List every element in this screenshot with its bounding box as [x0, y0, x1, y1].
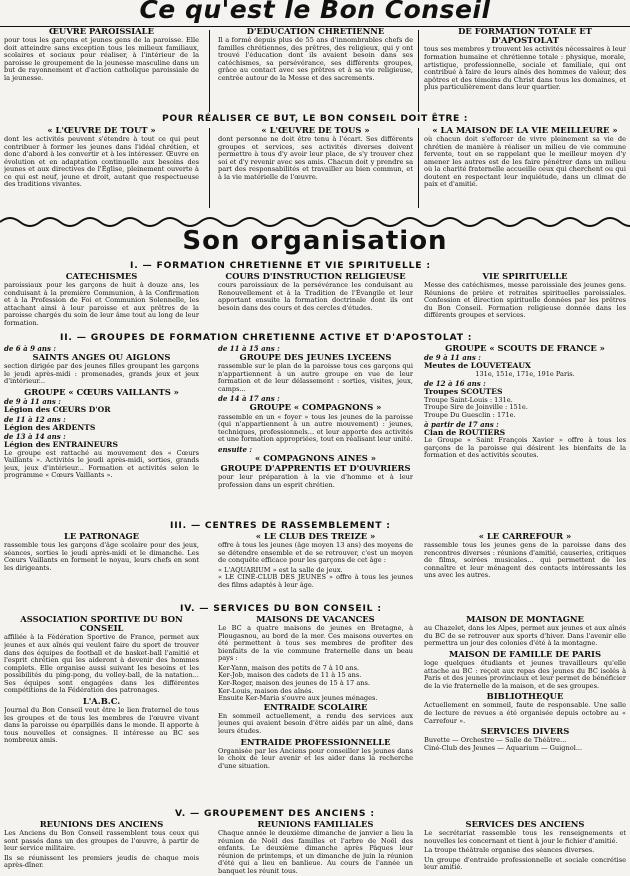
- oeuvre-paroissiale: [4, 27, 199, 113]
- column-divider: [209, 30, 210, 112]
- clan-routiers: Clan de ROUTIERS: [424, 427, 506, 437]
- patronage: [4, 532, 199, 604]
- column-divider: [418, 30, 419, 112]
- compagnons-aines-heading: « COMPAGNONS AINES »: [255, 452, 376, 463]
- catechismes-heading: CATECHISMES: [65, 272, 138, 281]
- services-divers-line: Ciné-Club des Jeunes — Aquarium — Guignol...: [424, 743, 583, 752]
- maison-famille-heading: MAISON DE FAMILLE DE PARIS: [448, 648, 602, 659]
- catechismes-text: paroissiaux pour les garçons de huit à douze ans, les conduisant à la première Communion, à la Confirmation et à la Profession de Foi et Communion Solennelle, les attachant ainsi à leur paroisse et aux prêtres de la paroisse chargés du soin de leur âme tout au long de leur formation.: [4, 281, 199, 327]
- carrefour-text: rassemble tous les jeunes gens de la paroisse dans des rencontres diverses : réunions d'amitié, causeries, critiques de films, soirées musicales... qui permettent de les connaître et leur ménagent des contacts intéressants les uns avec les autres.: [424, 541, 626, 580]
- section-2-label: II. — GROUPES DE FORMATION CHRETIENNE ACTIVE ET D'APOSTOLAT :: [60, 332, 473, 343]
- vie-spirituelle-text: Messe des catéchismes, messe paroissiale des jeunes gens. Réunions de prière et retraites spirituelles paroissiales. Confession et direction spirituelle données par les prêtres du Bon Conseil. Formation religieuse donnée dans les différents groupes et services.: [424, 281, 626, 320]
- bibliotheque-heading: BIBLIOTHEQUE: [486, 691, 564, 702]
- scouts-heading: GROUPE « SCOUTS DE FRANCE »: [445, 344, 605, 353]
- age-label: de 6 à 9 ans :: [4, 344, 56, 353]
- oeuvre-de-tous-heading: « L'ŒUVRE DE TOUS »: [261, 126, 370, 135]
- oeuvre-de-tout-heading: « L'ŒUVRE DE TOUT »: [47, 126, 156, 135]
- oeuvre-de-tout-text: dont les activités peuvent s'étendre à tout ce qui peut contribuer à former les jeunes dans l'idéal chrétien, et donc d'abord à les convertir et à les intéresser. Œuvre en évolution et en adaptation continuelle aux besoins des jeunes et aux directives de l'Église, pleinement ouverte à ce qui est neuf, jeune et droit, autant que respectueuse des traditions vivantes.: [4, 135, 199, 189]
- reunions-familiales-text: Chaque année le deuxième dimanche de janvier a lieu la réunion de Noël des familles et l'arbre de Noël des enfants. Le deuxième dimanche après Pâques leur réunion de printemps, et un dimanche de juin la réunion d'été qui a lieu en banlieue. Au cours de l'année un banquet les réunit tous.: [218, 829, 413, 875]
- maison-item: Ker-Yann, maison des petits de 7 à 10 ans.: [218, 663, 360, 672]
- reunions-anciens-heading: REUNIONS DES ANCIENS: [39, 820, 164, 829]
- reunions-familiales: [218, 820, 413, 876]
- bibliotheque-text: Actuellement en sommeil, faute de responsable. Une salle de lecture de revues a été organisée depuis octobre au « Carrefour ».: [424, 701, 626, 725]
- formation-totale: [424, 27, 626, 113]
- age-label: de 12 à 16 ans :: [424, 379, 486, 389]
- formation-totale-text: tous ses membres y trouvent les activités nécessaires à leur formation humaine et chrétienne totale : physique, morale, artistique, professionnelle, sociale et familiale, qui ont contribué à faire de leurs aînés des hommes de valeur, des apôtres et des témoins du Christ dans tous les domaines, et plus particulièrement dans leur quartier.: [424, 45, 626, 92]
- troupe-item: Troupe Saint-Louis : 131e.: [424, 395, 513, 404]
- services-anciens-text-3: Un groupe d'entraide professionnelle et sociale concrétise leur amitié.: [424, 855, 626, 872]
- banner-but: POUR RÉALISER CE BUT, LE BON CONSEIL DOIT ÊTRE :: [161, 113, 469, 124]
- organisation-title: Son organisation: [182, 226, 448, 256]
- legion-entraineurs: Légion des ENTRAINEURS: [4, 440, 118, 450]
- age-label: de 9 à 11 ans :: [4, 397, 61, 407]
- club-des-treize: [218, 532, 413, 604]
- maisons-vacances-heading: MAISONS DE VACANCES: [256, 615, 375, 624]
- reunions-anciens-text: Les Anciens du Bon Conseil rassemblent tous ceux qui sont passés dans un des groupes de l'œuvre, à partir de leur service militaire.: [4, 829, 199, 853]
- maison-montagne-heading: MAISON DE MONTAGNE: [466, 615, 584, 624]
- age-label: de 14 à 17 ans :: [218, 394, 280, 404]
- education-chretienne: [218, 27, 413, 113]
- entraide-pro-text: Organisée par les Anciens pour conseiller les jeunes dans le choix de leur avenir et les aider dans la recherche d'une situation.: [218, 746, 413, 770]
- age-label: ensuite :: [218, 444, 252, 454]
- cine-club-line: « LE CINÉ-CLUB DES JEUNES » offre à tous les jeunes des films adaptés à leur âge.: [218, 573, 413, 589]
- jeunes-lyceens-text: rassemble sur le plan de la paroisse tous ces garçons qui n'appartiennent à un autre groupe en vue de leur formation et de leur délassement : sorties, visites, jeux, camps...: [218, 362, 413, 393]
- association-sportive: [4, 615, 199, 807]
- maison-item: Ker-Job, maison des cadets de 11 à 15 ans.: [218, 671, 362, 680]
- maison-vie-meilleure-text: où chacun doit s'efforcer de vivre pleinement sa vie de chrétien de manière à réaliser un milieu de vie commune fervente, tout en se rappelant que le meilleur moyen d'y amener les autres est de les faire pénétrer dans un milieu où la charité fraternelle accueille ceux qui cherchent ou qui doutent en respectant leur inquiétude, dans un climat de paix et d'amitié.: [424, 135, 626, 189]
- cours-instruction-heading: COURS D'INSTRUCTION RELIGIEUSE: [225, 272, 406, 281]
- section-3-label: III. — CENTRES DE RASSEMBLEMENT :: [170, 520, 391, 531]
- reunions-anciens-text-2: Ils se réunissent les premiers jeudis de chaque mois après-dîner.: [4, 853, 199, 870]
- club-des-treize-heading: « LE CLUB DES TREIZE »: [255, 532, 376, 541]
- services-anciens-text-2: La troupe théâtrale organise des séances diverses.: [424, 846, 595, 855]
- troupe-item: Troupe Sire de Joinville : 151e.: [424, 403, 528, 412]
- age-label: de 9 à 11 ans :: [424, 353, 481, 363]
- entraide-scolaire-heading: ENTRAIDE SCOLAIRE: [263, 701, 368, 712]
- reunions-anciens: [4, 820, 199, 876]
- cours-instruction-text: cours paroissiaux de la persévérance les conduisant au Renouvellement et à la Tradition de l'Évangile et leur apportant ensuite la formation doctrinale dont ils ont besoin dans des cours et des cercles d'études.: [218, 281, 413, 312]
- maison-item: Ensuite Ker-Maria s'ouvre aux jeunes ménages.: [218, 694, 378, 703]
- services-divers-line: Buvette — Orchestre — Salle de Théâtre...: [424, 736, 567, 745]
- maison-montagne: [424, 615, 626, 807]
- abc-heading: L'A.B.C.: [82, 695, 121, 706]
- groupes-jeunes: [4, 344, 199, 524]
- reunions-familiales-heading: REUNIONS FAMILIALES: [257, 820, 374, 829]
- club-des-treize-text: offre à tous les jeunes (âge moyen 13 ans) des moyens de se détendre ensemble et de se retrouver, c'est un moyen de conquête efficace pour les garçons de cet âge :: [218, 541, 413, 565]
- maison-item: Ker-Louis, maison des aînés.: [218, 686, 314, 695]
- saints-anges-heading: SAINTS ANGES OU AIGLONS: [32, 352, 171, 362]
- vie-spirituelle-heading: VIE SPIRITUELLE: [482, 272, 568, 281]
- patronage-text: rassemble tous les garçons d'âge scolaire pour des jeux, séances, sorties le jeudi après-midi et le dimanche. Les Cœurs Vaillants en forment le noyau, leurs chefs en sont les dirigeants.: [4, 541, 199, 572]
- legion-ardents: Légion des ARDENTS: [4, 422, 96, 432]
- age-label: de 11 à 12 ans :: [4, 414, 66, 424]
- section-4-label: IV. — SERVICES DU BON CONSEIL :: [180, 603, 382, 614]
- entraide-pro-heading: ENTRAIDE PROFESSIONNELLE: [240, 736, 391, 747]
- catechismes: [4, 272, 199, 330]
- compagnons-text: rassemble en un « foyer » tous les jeunes de la paroisse (qui n'appartiennent à un autre mouvement) : jeunes, techniques, professionnels... et leur apporte des activités et une formation appropriées, tout en réalisant leur unité.: [218, 412, 413, 444]
- education-chretienne-text: Il a formé depuis plus de 55 ans d'innombrables chefs de familles chrétiennes, des prêtres, des religieux, qui y ont trouvé l'éducation dont ils avaient besoin dans ses catéchismes, sa persévérance, ses différents groupes, grâce au contact avec ses prêtres et à sa vie religieuse, centrée autour de la Messe et des sacrements.: [218, 36, 413, 82]
- apprentis-heading: GROUPE D'APPRENTIS ET D'OUVRIERS: [220, 462, 411, 473]
- education-chretienne-heading: D'EDUCATION CHRETIENNE: [246, 27, 385, 36]
- services-anciens-heading: SERVICES DES ANCIENS: [465, 820, 585, 829]
- louveteaux-units: 131e, 151e, 171e, 191e Paris.: [475, 369, 575, 378]
- troupe-item: Troupe Du Guesclin : 171e.: [424, 411, 516, 420]
- coeurs-vaillants-heading: GROUPE « CŒURS VAILLANTS »: [24, 386, 179, 397]
- oeuvre-de-tous-text: dont personne ne doit être tenu à l'écart. Ses différents groupes et services, ses activités diverses doivent permettre à tous d'y avoir leur place, de s'y trouver chez soi et d'y revenir avec ses amis. Chacun doit y prendre sa part des responsabilités et travailler au bien commun, et à la vie matérielle de l'œuvre.: [218, 135, 413, 181]
- compagnons-heading: GROUPE « COMPAGNONS »: [249, 402, 382, 413]
- scouts-text: Le Groupe « Saint François Xavier » offre à tous les garçons de la paroisse qui désirent les bienfaits de la formation et des activités scoutes.: [424, 436, 626, 460]
- maisons-vacances-text: Le BC a quatre maisons de jeunes en Bretagne, à Plougasnou, au bord de la mer. Ces maisons ouvertes en été permettent à tous ses membres de profiter des bienfaits de la vie commune fraternelle dans un beau pays :: [218, 624, 413, 663]
- section-1-label: I. — FORMATION CHRETIENNE ET VIE SPIRITUELLE :: [130, 260, 431, 271]
- oeuvre-de-tout: [4, 126, 199, 210]
- groupes-lyceens: [218, 344, 413, 524]
- maisons-vacances: [218, 615, 413, 807]
- jeunes-lyceens-heading: GROUPE DES JEUNES LYCEENS: [239, 352, 392, 362]
- saints-anges-text: section dirigée par des jeunes filles groupant les garçons le jeudi après-midi : promenades, grands jeux et jeux d'intérieur...: [4, 362, 199, 386]
- troupes-scoutes: Troupes SCOUTES: [424, 387, 503, 397]
- patronage-heading: LE PATRONAGE: [63, 532, 140, 541]
- maison-famille-text: loge quelques étudiants et jeunes travailleurs qu'elle attache au BC : reçoit aux repas des jeunes du BC isolés à Paris et des jeunes provinciaux et leur permet de bénéficier de la vie fraternelle de la maison, et de ses groupes.: [424, 659, 626, 690]
- maison-vie-meilleure: [424, 126, 626, 210]
- services-anciens: [424, 820, 626, 876]
- carrefour: [424, 532, 626, 604]
- page-title: Ce qu'est le Bon Conseil: [139, 0, 491, 24]
- formation-totale-heading: DE FORMATION TOTALE ET D'APOSTOLAT: [458, 27, 592, 46]
- vie-spirituelle: [424, 272, 626, 330]
- services-anciens-text: Le secrétariat rassemble tous les renseignements et nouvelles les concernant et tient à jour le fichier d'amitié.: [424, 829, 626, 845]
- coeurs-vaillants-text: Le groupe est rattaché au mouvement des « Cœurs Vaillants ». Activités le jeudi après-midi, sorties, grands jeux, jeux d'intérieur... Formation et activités selon le programme « Cœurs Vaillants ».: [4, 448, 199, 480]
- apprentis-text: pour leur préparation à la vie d'homme et à leur profession dans un esprit chrétien.: [218, 473, 413, 489]
- oeuvre-de-tous: [218, 126, 413, 210]
- aquarium-line: « L'AQUARIUM » est la salle de jeux.: [218, 565, 343, 574]
- cours-instruction: [218, 272, 413, 330]
- legion-coeurs-dor: Légion des CŒURS D'OR: [4, 405, 111, 415]
- column-divider: [209, 128, 210, 208]
- maison-item: Ker-Roger, maison des jeunes de 15 à 17 ans.: [218, 679, 370, 688]
- entraide-scolaire-text: En sommeil actuellement, a rendu des services aux jeunes qui avaient besoin d'être aidés par un aîné, dans leurs études.: [218, 711, 413, 735]
- carrefour-heading: « LE CARREFOUR »: [478, 532, 572, 541]
- association-sportive-heading: ASSOCIATION SPORTIVE DU BON CONSEIL: [20, 615, 183, 634]
- maison-vie-meilleure-heading: « LA MAISON DE LA VIE MEILLEURE »: [432, 126, 618, 135]
- oeuvre-paroissiale-heading: ŒUVRE PAROISSIALE: [49, 27, 154, 36]
- age-label: de 11 à 15 ans :: [218, 344, 280, 353]
- association-sportive-text: affiliée à la Fédération Sportive de France, permet aux jeunes et aux aînés qui veulent faire du sport de trouver dans des équipes de football et de basket-ball l'amitié et l'esprit chrétien qui les aideront à devenir des hommes complets. Elle organise aussi suivant les besoins et les possibilités du ping-pong, du volley-ball, de la natation... Ses équipes sont engagées dans les différentes compétitions de la Fédération des patronages.: [4, 633, 199, 695]
- groupes-scouts: [424, 344, 626, 524]
- abc-text: Journal du Bon Conseil veut être le lien fraternel de tous les groupes et de tous les membres de l'œuvre vivant dans la paroisse ou éparpillés dans le monde. Il apporte à tous nouvelles et consignes. Il intéresse au BC ses nombreux amis.: [4, 705, 199, 745]
- services-divers-heading: SERVICES DIVERS: [480, 726, 570, 737]
- column-divider: [418, 128, 419, 208]
- louveteaux: Meutes de LOUVETEAUX: [424, 361, 531, 371]
- oeuvre-paroissiale-text: pour tous les garçons et jeunes gens de la paroisse. Elle doit atteindre sans exception tous les milieux familiaux, scolaires et sociaux pour réaliser, à l'intérieur de la paroisse le groupement de la jeunesse masculine dans un but de rayonnement et d'action catholique paroissiale de la jeunesse.: [4, 36, 199, 82]
- section-5-label: V. — GROUPEMENT DES ANCIENS :: [175, 808, 375, 819]
- age-label: à partir de 17 ans :: [424, 419, 499, 429]
- maison-montagne-text: au Chazelet, dans les Alpes, permet aux jeunes et aux aînés du BC de se retrouver aux sports d'hiver. Dans l'avenir elle permettra un jour des colonies d'été à la montagne.: [424, 624, 626, 648]
- age-label: de 13 à 14 ans :: [4, 432, 66, 442]
